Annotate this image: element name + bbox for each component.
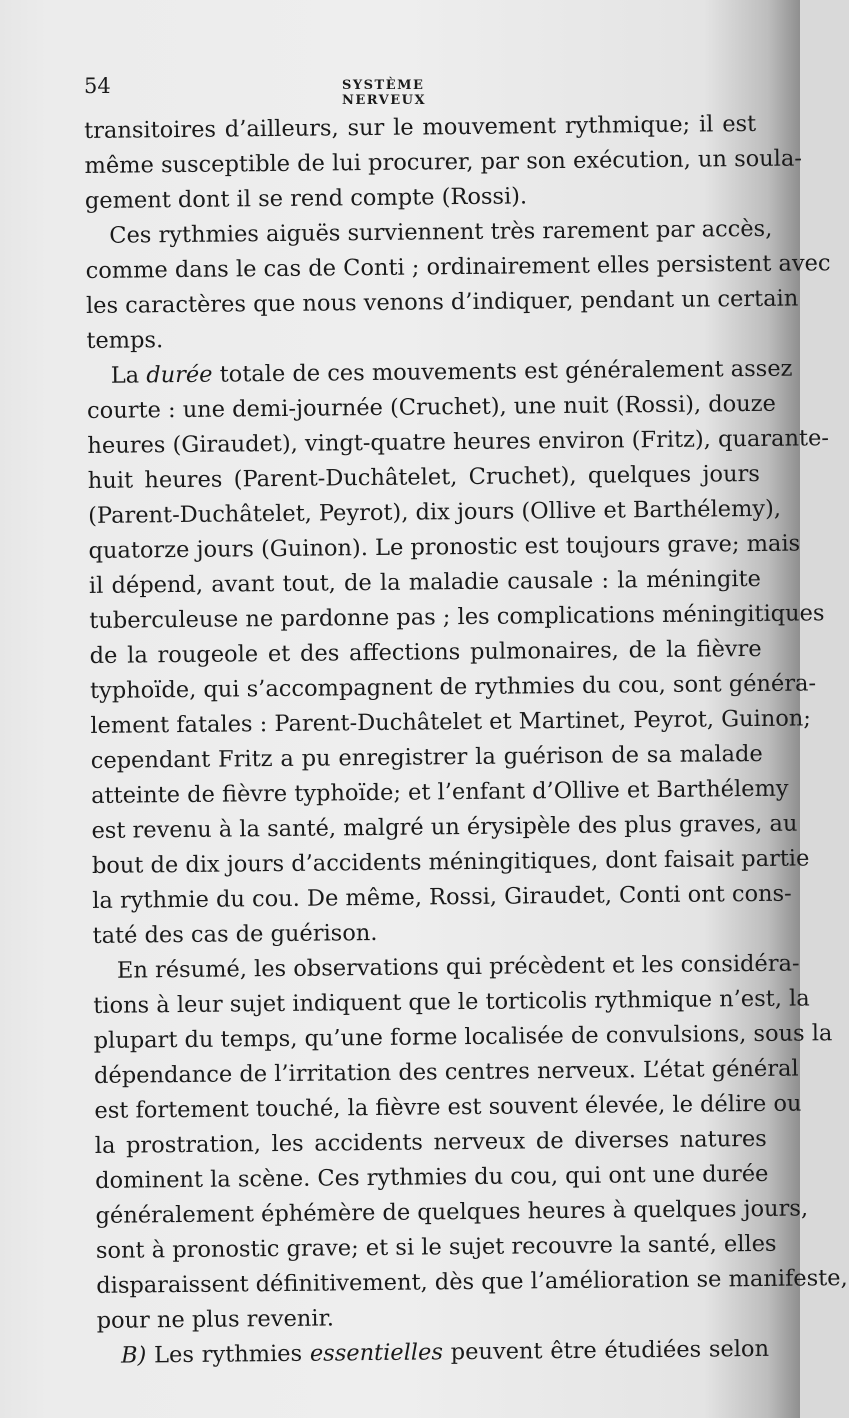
text-line: la prostration, les accidents nerveux de diverses natures <box>94 1125 767 1159</box>
running-head: SYSTÈME NERVEUX <box>342 78 427 108</box>
text-line: il dépend, avant tout, de la maladie causale : la méningite <box>88 565 762 599</box>
text-line: comme dans le cas de Conti ; ordinairement elles persistent avec <box>85 250 831 284</box>
body-text <box>84 107 848 1374</box>
text-line: tuberculeuse ne pardonne pas ; les complications méningitiques <box>89 600 825 634</box>
text-line: bout de dix jours d’accidents méningitiques, dont faisait partie <box>91 845 810 879</box>
text-line: lement fatales : Parent-Duchâtelet et Martinet, Peyrot, Guinon; <box>90 705 812 739</box>
text-line: disparaissent définitivement, dès que l’amélioration se manifeste, <box>96 1265 848 1299</box>
text-line: est fortement touché, la fièvre est souvent élevée, le délire ou <box>94 1090 802 1124</box>
text-line: atteinte de fièvre typhoïde; et l’enfant d’Ollive et Barthélemy <box>91 775 789 809</box>
text-line: est revenu à la santé, malgré un érysipèle des plus graves, au <box>91 810 798 844</box>
text-line: taté des cas de guérison. <box>92 919 378 949</box>
text-line: sont à pronostic grave; et si le sujet recouvre la santé, elles <box>95 1230 777 1264</box>
text-line: dépendance de l’irritation des centres nerveux. L’état général <box>93 1055 799 1089</box>
text-line: courte : une demi-journée (Cruchet), une nuit (Rossi), douze <box>86 390 777 424</box>
text-line: cependant Fritz a pu enregistrer la guérison de sa malade <box>90 740 763 774</box>
text-line: transitoires d’ailleurs, sur le mouvement rythmique; il est <box>84 110 757 144</box>
text-line: gement dont il se rend compte (Rossi). <box>84 183 528 214</box>
text-line: la rythmie du cou. De même, Rossi, Giraudet, Conti ont cons- <box>92 880 792 914</box>
text-line: dominent la scène. Ces rythmies du cou, qui ont une durée <box>95 1160 769 1194</box>
text-line: plupart du temps, qu’une forme localisée de convulsions, sous la <box>93 1020 833 1054</box>
text-line: Ces rythmies aiguës surviennent très rarement par accès, <box>109 215 773 249</box>
text-line: La durée totale de ces mouvements est généralement assez <box>110 355 793 389</box>
text-line: En résumé, les observations qui précèdent et les considéra- <box>116 950 800 984</box>
page-number: 54 <box>84 74 111 98</box>
text-line: même susceptible de lui procurer, par son exécution, un soula- <box>84 145 803 179</box>
text-line: quatorze jours (Guinon). Le pronostic est toujours grave; mais <box>88 530 801 564</box>
text-line: B) Les rythmies essentielles peuvent être étudiées selon <box>120 1335 770 1369</box>
text-line: heures (Giraudet), vingt-quatre heures environ (Fritz), quarante- <box>87 425 830 459</box>
section-marker: B) <box>120 1342 147 1369</box>
text-line: de la rougeole et des affections pulmonaires, de la fièvre <box>89 635 762 669</box>
text-line: les caractères que nous venons d’indiquer, pendant un certain <box>85 285 799 319</box>
page-header <box>84 74 514 108</box>
italic-term: essentielles <box>309 1339 444 1367</box>
text-line: tions à leur sujet indiquent que le torticolis rythmique n’est, la <box>93 985 810 1019</box>
text-line: (Parent-Duchâtelet, Peyrot), dix jours (Ollive et Barthélemy), <box>88 495 782 529</box>
text-line: temps. <box>86 327 164 354</box>
text-line: pour ne plus revenir. <box>96 1305 335 1334</box>
italic-term: durée <box>146 361 213 389</box>
text-line: huit heures (Parent-Duchâtelet, Cruchet), quelques jours <box>87 460 760 494</box>
text-line: généralement éphémère de quelques heures à quelques jours, <box>95 1195 809 1229</box>
text-line: typhoïde, qui s’accompagnent de rythmies du cou, sont généra- <box>89 670 817 704</box>
